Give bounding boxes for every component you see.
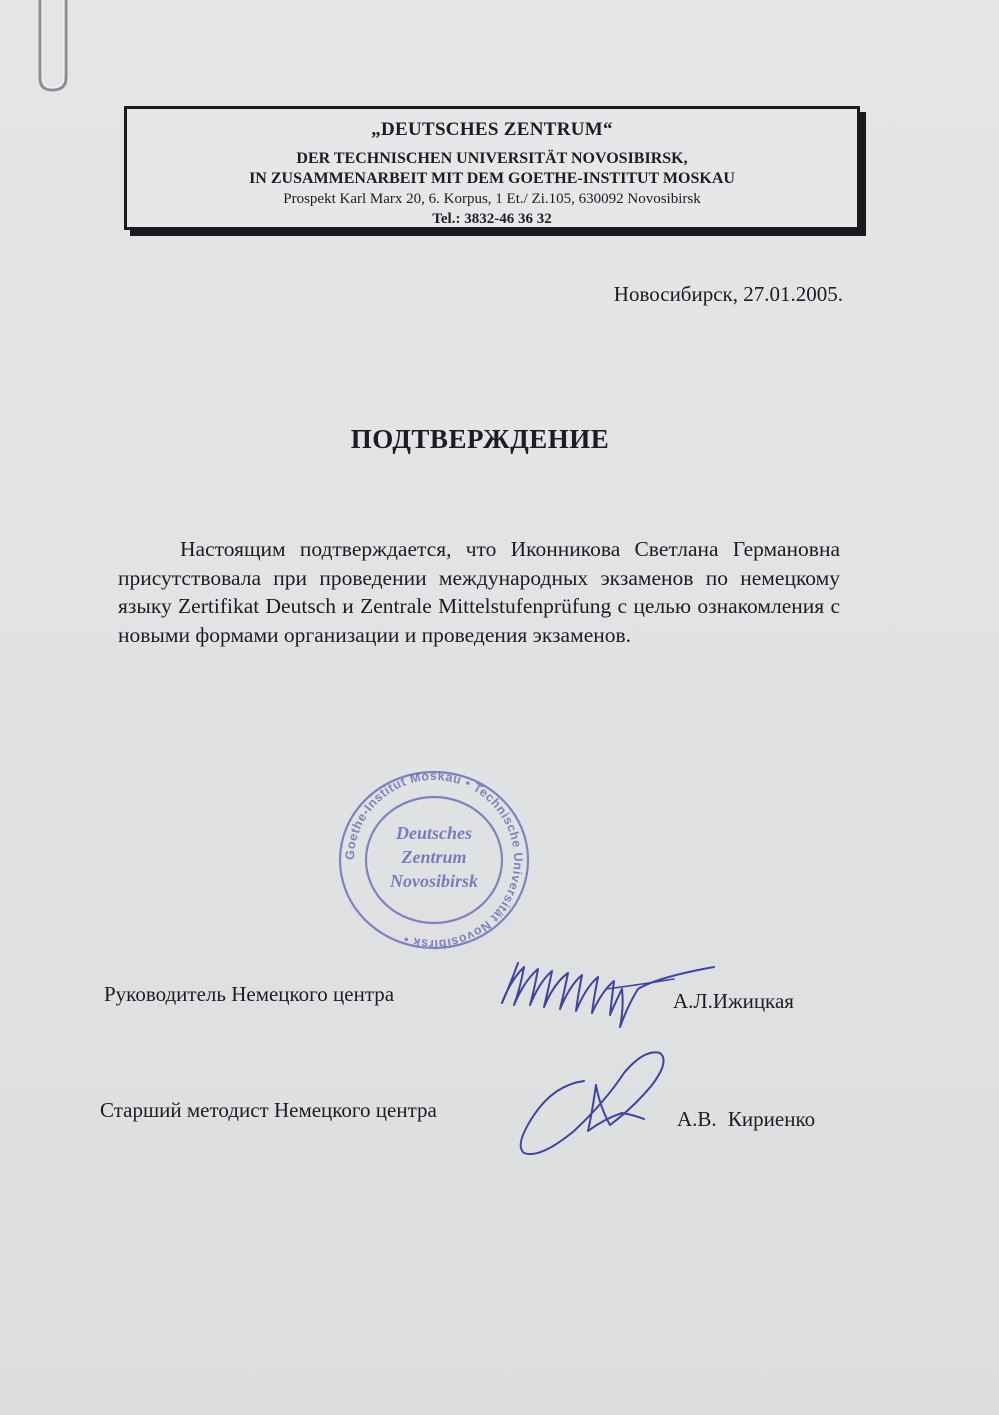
date-line: Новосибирск, 27.01.2005. bbox=[613, 282, 843, 306]
signatory-1-name: А.Л.Ижицкая bbox=[673, 989, 794, 1013]
stamp-seal bbox=[336, 768, 532, 952]
stamp-line-2: Zentrum bbox=[401, 847, 467, 867]
letterhead-phone: Tel.: 3832-46 36 32 bbox=[432, 211, 552, 227]
paperclip-icon bbox=[30, 0, 80, 96]
document-title: ПОДТВЕРЖДЕНИЕ bbox=[350, 424, 610, 454]
body-paragraph: Настоящим подтверждается, что Иконникова Светлана Германовна присутствовала при проведении международных экзаменов по немецкому языку Zertifikat Deutsch и Zentrale Mittelstufenprüfung с целью ознакомления с новыми формами организации и проведения экзаменов. bbox=[118, 537, 840, 647]
letterhead-line-2: IN ZUSAMMENARBEIT MIT DEM GOETHE-INSTITUT MOSKAU bbox=[249, 170, 735, 187]
letterhead-box bbox=[124, 106, 860, 230]
letterhead-address: Prospekt Karl Marx 20, 6. Korpus, 1 Et./ Zi.105, 630092 Novosibirsk bbox=[283, 191, 701, 207]
stamp-line-1: Deutsches bbox=[396, 823, 472, 843]
signatory-1-role: Руководитель Немецкого центра bbox=[104, 982, 395, 1006]
signatory-2-name: А.В. Кириенко bbox=[677, 1107, 816, 1131]
signatory-2-role: Старший методист Немецкого центра bbox=[100, 1098, 437, 1122]
letterhead-title: „DEUTSCHES ZENTRUM“ bbox=[371, 119, 613, 140]
stamp-line-3: Novosibirsk bbox=[389, 871, 479, 891]
letterhead-line-1: DER TECHNISCHEN UNIVERSITÄT NOVOSIBIRSK, bbox=[296, 150, 688, 167]
signature-2 bbox=[514, 1045, 674, 1160]
svg-text:Goethe-Institut Moskau • Techn: Goethe-Institut Moskau • Technische Universität Novosibirsk • bbox=[342, 768, 526, 952]
